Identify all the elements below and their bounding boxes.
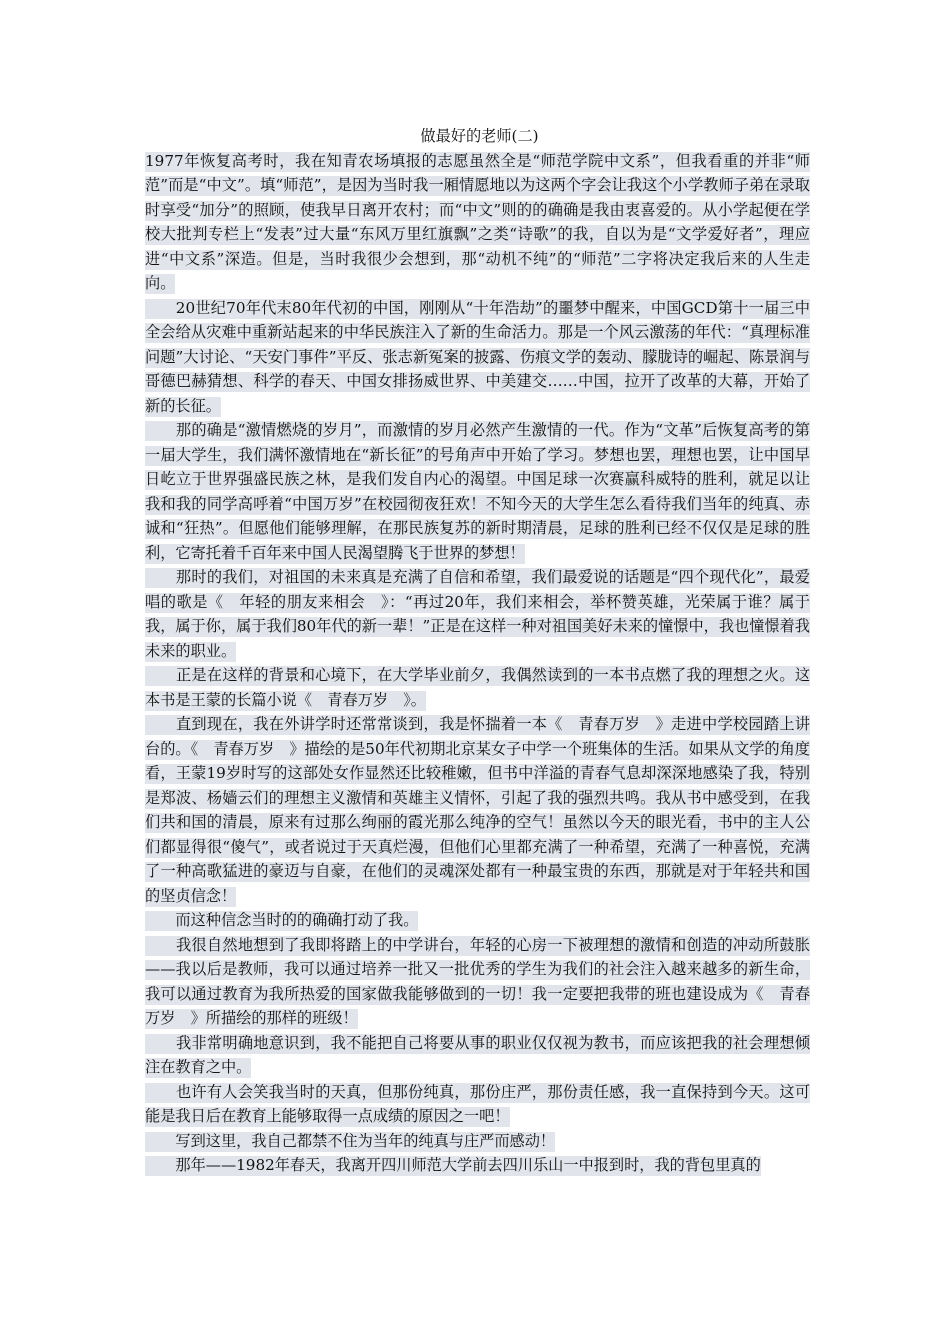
document-title — [145, 124, 810, 149]
paragraph-5 — [145, 663, 810, 712]
paragraph-text: 那的确是“激情燃烧的岁月”，而激情的岁月必然产生激情的一代。作为“文革”后恢复高考的第一届大学生，我们满怀激情地在“新长征”的号角声中开始了学习。梦想也罢，理想也罢，让中国早日屹立于世界强盛民族之林，是我们发自内心的渴望。中国足球一次赛赢科威特的胜利，就足以让我和我的同学高呼着“中国万岁”在校园彻夜狂欢！不知今天的大学生怎么看待我们当年的纯真、赤诚和“狂热”。但愿他们能够理解，在那民族复苏的新时期清晨，足球的胜利已经不仅仅是足球的胜利，它寄托着千百年来中国人民渴望腾飞于世界的梦想！ — [145, 421, 810, 562]
paragraph-text: 20世纪70年代末80年代初的中国，刚刚从“十年浩劫”的噩梦中醒来，中国GCD第十一届三中全会给从灾难中重新站起来的中华民族注入了新的生命活力。那是一个风云激荡的年代：“真理标准问题”大讨论、“天安门事件”平反、张志新冤案的披露、伤痕文学的轰动、朦胧诗的崛起、陈景润与哥德巴赫猜想、科学的春天、中国女排扬威世界、中美建交……中国，拉开了改革的大幕，开始了新的长征。 — [145, 298, 810, 415]
paragraph-4 — [145, 565, 810, 663]
paragraph-text: 我非常明确地意识到，我不能把自己将要从事的职业仅仅视为教书，而应该把我的社会理想倾注在教育之中。 — [145, 1033, 810, 1076]
paragraph-text: 我很自然地想到了我即将踏上的中学讲台，年轻的心房一下被理想的激情和创造的冲动所鼓胀——我以后是教师，我可以通过培养一批又一批优秀的学生为我们的社会注入越来越多的新生命，我可以通过教育为我所热爱的国家做我能够做到的一切！我一定要把我带的班也建设成为《 青春万岁 》所描绘的那样的班级！ — [145, 935, 810, 1027]
document-body — [145, 124, 810, 1178]
paragraph-2 — [145, 296, 810, 419]
document-title-text: 做最好的老师(二) — [420, 127, 539, 145]
paragraph-8 — [145, 933, 810, 1031]
paragraph-text: 也许有人会笑我当时的天真，但那份纯真，那份庄严，那份责任感，我一直保持到今天。这可能是我日后在教育上能够取得一点成绩的原因之一吧！ — [145, 1082, 810, 1125]
paragraph-11 — [145, 1129, 810, 1154]
paragraph-text: 那时的我们，对祖国的未来真是充满了自信和希望，我们最爱说的话题是“四个现代化”，最爱唱的歌是《 年轻的朋友来相会 》：“再过20年，我们来相会，举杯赞英雄，光荣属于谁？属于我，属于你，属于我们80年代的新一辈！”正是在这样一种对祖国美好未来的憧憬中，我也憧憬着我未来的职业。 — [145, 568, 810, 660]
paragraph-text: 写到这里，我自己都禁不住为当年的纯真与庄严而感动！ — [145, 1131, 556, 1150]
paragraph-text: 1977年恢复高考时，我在知青农场填报的志愿虽然全是“师范学院中文系”，但我看重的并非“师范”而是“中文”。填“师范”，是因为当时我一厢情愿地以为这两个字会让我这个小学教师子弟在录取时享受“加分”的照顾，使我早日离开农村；而“中文”则的的确确是我由衷喜爱的。从小学起便在学校大批判专栏上“发表”过大量“东风万里红旗飘”之类“诗歌”的我，自以为是“文学爱好者”，理应进“中文系”深造。但是，当时我很少会想到，那“动机不纯”的“师范”二字将决定我后来的人生走向。 — [145, 151, 810, 292]
paragraph-text: 而这种信念当时的的确确打动了我。 — [145, 911, 419, 929]
paragraph-text: 那年——1982年春天，我离开四川师范大学前去四川乐山一中报到时，我的背包里真的 — [145, 1156, 761, 1174]
paragraph-6 — [145, 712, 810, 908]
paragraph-12 — [145, 1153, 810, 1178]
paragraph-7 — [145, 908, 810, 933]
paragraph-10 — [145, 1080, 810, 1129]
paragraph-9 — [145, 1031, 810, 1080]
paragraph-text: 正是在这样的背景和心境下，在大学毕业前夕，我偶然读到的一本书点燃了我的理想之火。这本书是王蒙的长篇小说《 青春万岁 》。 — [145, 666, 810, 709]
paragraph-3 — [145, 418, 810, 565]
paragraph-1 — [145, 149, 810, 296]
paragraph-text: 直到现在，我在外讲学时还常常谈到，我是怀揣着一本《 青春万岁 》走进中学校园踏上讲台的。《 青春万岁 》描绘的是50年代初期北京某女子中学一个班集体的生活。如果从文学的角度看，王蒙19岁时写的这部处女作显然还比较稚嫩，但书中洋溢的青春气息却深深地感染了我，特别是郑波、杨嫱云们的理想主义激情和英雄主义情怀，引起了我的强烈共鸣。我从书中感受到，在我们共和国的清晨，原来有过那么绚丽的霞光那么纯净的空气！虽然以今天的眼光看，书中的主人公们都显得很“傻气”，或者说过于天真烂漫，但他们心里都充满了一种希望，充满了一种喜悦，充满了一种高歌猛进的豪迈与自豪，在他们的灵魂深处都有一种最宝贵的东西，那就是对于年轻共和国的坚贞信念！ — [145, 715, 810, 905]
